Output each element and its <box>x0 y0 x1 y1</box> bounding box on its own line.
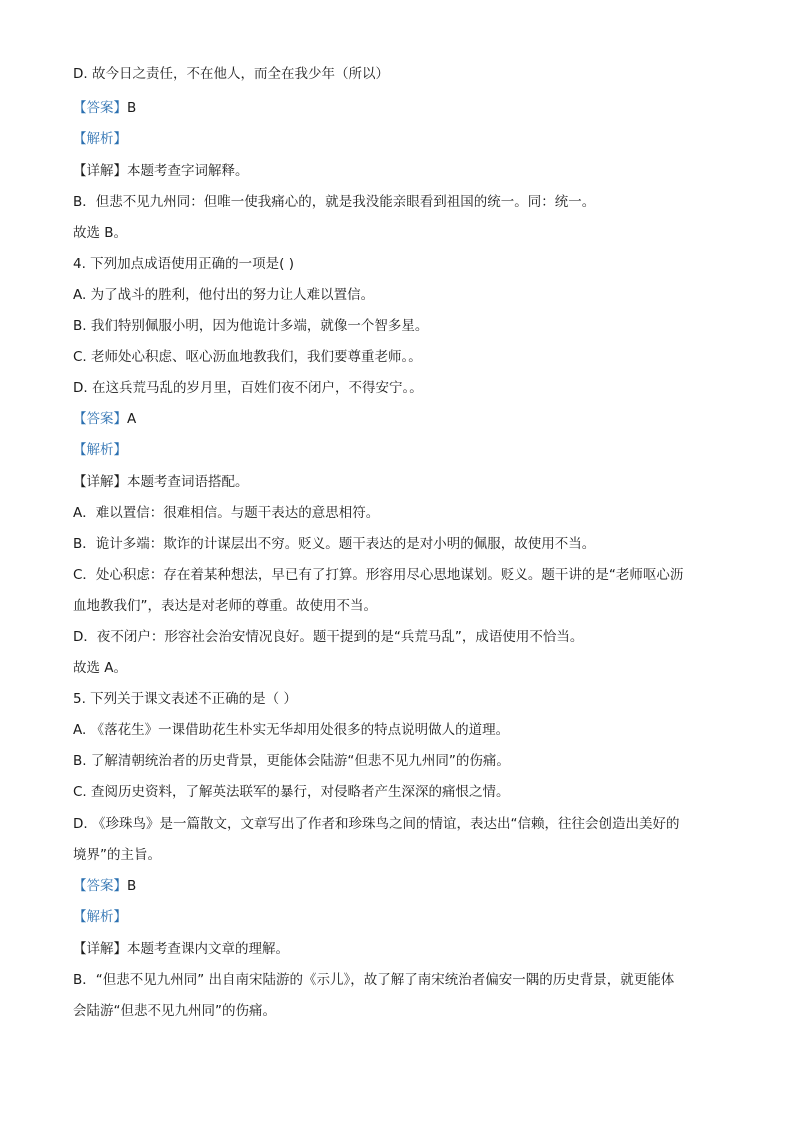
q3-analysis-tag: 【解析】 <box>73 131 127 147</box>
q4-option-c: C. 老师处心积虑、呕心沥血地教我们，我们要尊重老师。。 <box>73 349 422 365</box>
q5-analysis-tag: 【解析】 <box>73 909 127 925</box>
q3-explanation-b: B．但悲不见九州同：但唯一使我痛心的，就是我没能亲眼看到祖国的统一。同：统一。 <box>73 194 596 210</box>
q4-explanation-d: D．夜不闭户：形容社会治安情况良好。题干提到的是“兵荒马乱”，成语使用不恰当。 <box>73 629 584 645</box>
q4-explanation-c-line2: 血地教我们”，表达是对老师的尊重。故使用不当。 <box>73 598 377 614</box>
answer-value: A <box>127 411 137 427</box>
detail-text: 本题考查课内文章的理解。 <box>127 941 289 957</box>
answer-tag: 【答案】 <box>73 100 127 116</box>
q4-explanation-a: A．难以置信：很难相信。与题干表达的意思相符。 <box>73 505 380 521</box>
answer-tag: 【答案】 <box>73 878 127 894</box>
q5-option-d-line1: D. 《珍珠鸟》是一篇散文，文章写出了作者和珍珠鸟之间的情谊，表达出“信赖，往往会创造出美好的 <box>73 816 680 832</box>
q3-answer-line <box>73 98 754 118</box>
q4-explanation-b: B．诡计多端：欺诈的计谋层出不穷。贬义。题干表达的是对小明的佩服，故使用不当。 <box>73 536 596 552</box>
detail-tag: 【详解】 <box>73 941 127 957</box>
q4-option-a: A. 为了战斗的胜利，他付出的努力让人难以置信。 <box>73 287 375 303</box>
q5-detail-line <box>73 939 754 959</box>
q5-option-a: A. 《落花生》一课借助花生朴实无华却用处很多的特点说明做人的道理。 <box>73 722 510 738</box>
q4-detail-line <box>73 472 754 492</box>
q4-option-b: B. 我们特别佩服小明，因为他诡计多端，就像一个智多星。 <box>73 318 429 334</box>
q3-option-d: D. 故今日之责任，不在他人，而全在我少年（所以） <box>73 66 389 82</box>
q5-option-c: C. 查阅历史资料，了解英法联军的暴行，对侵略者产生深深的痛恨之情。 <box>73 784 510 800</box>
detail-text: 本题考查词语搭配。 <box>127 474 249 490</box>
q5-option-b: B. 了解清朝统治者的历史背景，更能体会陆游“但悲不见九州同”的伤痛。 <box>73 753 510 769</box>
q4-analysis-tag: 【解析】 <box>73 442 127 458</box>
q4-answer-line <box>73 409 754 429</box>
q3-detail-line <box>73 161 754 181</box>
q5-option-d-line2: 境界”的主旨。 <box>73 847 161 863</box>
q3-conclusion: 故选 B。 <box>73 225 128 241</box>
q4-question: 4. 下列加点成语使用正确的一项是( ) <box>73 256 294 272</box>
q5-explanation-b-line1: B．“但悲不见九州同” 出自南宋陆游的《示儿》，故了解了南宋统治者偏安一隅的历史背景，就更能体 <box>73 972 675 988</box>
answer-value: B <box>127 878 137 894</box>
q5-question: 5. 下列关于课文表述不正确的是（ ） <box>73 691 297 707</box>
q4-option-d: D. 在这兵荒马乱的岁月里，百姓们夜不闭户，不得安宁。。 <box>73 380 423 396</box>
q5-answer-line <box>73 876 754 896</box>
detail-tag: 【详解】 <box>73 163 127 179</box>
q4-explanation-c-line1: C．处心积虑：存在着某种想法，早已有了打算。形容用尽心思地谋划。贬义。题干讲的是“老师呕心沥 <box>73 567 684 583</box>
q5-explanation-b-line2: 会陆游“但悲不见九州同”的伤痛。 <box>73 1003 276 1019</box>
q4-conclusion: 故选 A。 <box>73 660 128 676</box>
detail-tag: 【详解】 <box>73 474 127 490</box>
detail-text: 本题考查字词解释。 <box>127 163 249 179</box>
answer-tag: 【答案】 <box>73 411 127 427</box>
answer-value: B <box>127 100 137 116</box>
